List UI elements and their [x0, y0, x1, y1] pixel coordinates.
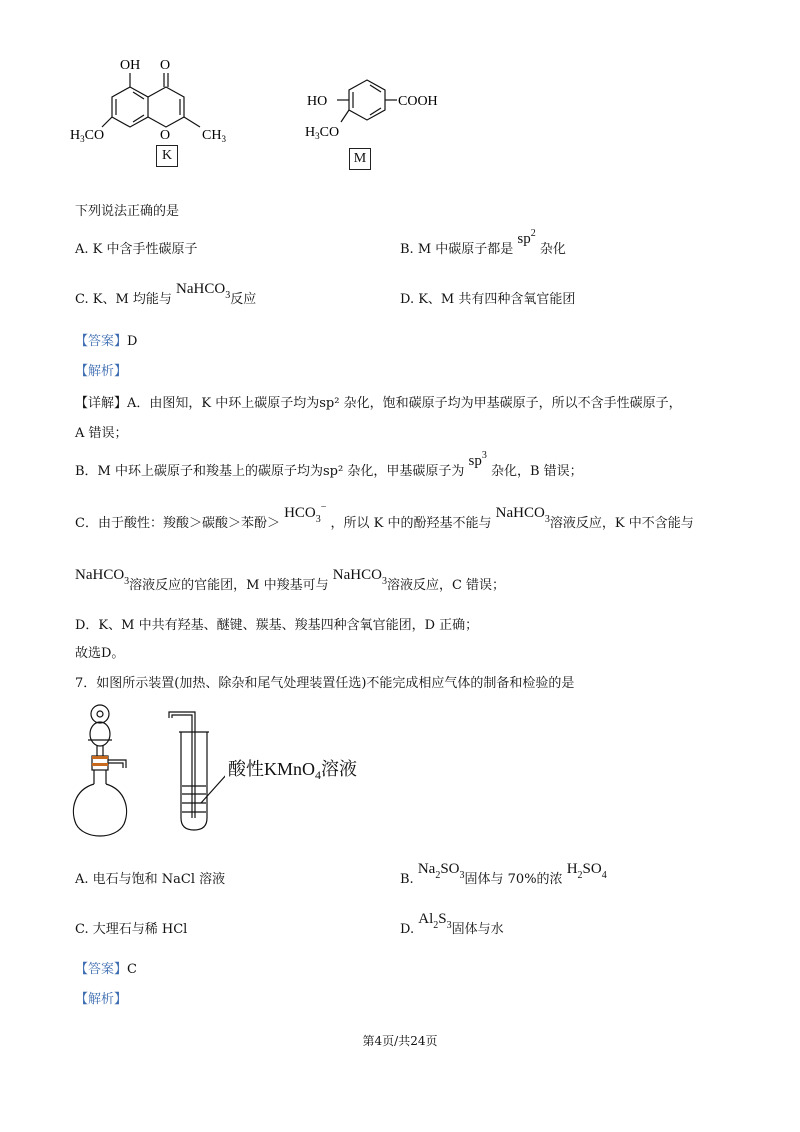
q6-option-a: A. K 中含手性碳原子: [75, 242, 198, 257]
q7-option-a: A. 电石与饱和 NaCl 溶液: [75, 872, 226, 887]
q6-detail-line4: C．由于酸性：羧酸＞碳酸＞苯酚＞ $HCO_3^-$ ，所以 K 中的酚羟基不能与 NaHCO$_3$溶液反应，K 中不含能与: [75, 502, 694, 531]
k-methoxy-label: $H_3CO$: [70, 128, 105, 144]
q6-detail-line7: 故选D。: [75, 646, 125, 661]
k-ketone-o-label: O: [160, 58, 171, 73]
q7-stem: 7．如图所示装置(加热、除杂和尾气处理装置任选)不能完成相应气体的制备和检验的是: [75, 676, 575, 691]
gas-generator-apparatus: [70, 700, 160, 845]
q6-analysis-tag: 【解析】: [75, 364, 128, 379]
q6-option-c: C. K、M 均能与 NaHCO$_3$反应: [75, 281, 257, 307]
q7-answer: 【答案】C: [75, 962, 137, 977]
page-footer: 第4页/共24页: [362, 1034, 438, 1048]
test-tube-apparatus: [165, 708, 225, 838]
q6-detail-line1: 【详解】A．由图知，K 中环上碳原子均为sp² 杂化，饱和碳原子均为甲基碳原子，所以不含手性碳原子，: [75, 396, 682, 411]
q7-option-b: B. $Na_2SO_3$固体与 70%的浓 $H_2SO_4$: [400, 861, 607, 887]
m-ho-label: HO: [307, 94, 328, 109]
q7-option-d: D. $Al_2S_3$固体与水: [400, 911, 504, 937]
structure-m-diagram: [295, 70, 465, 150]
q6-stem: 下列说法正确的是: [75, 204, 180, 219]
m-cooh-label: COOH: [398, 94, 438, 109]
m-methoxy-label: $H_3CO$: [305, 125, 340, 141]
q6-detail-line2: A 错误；: [75, 426, 128, 441]
q6-detail-line3: B．M 中环上碳原子和羧基上的碳原子均为sp² 杂化，甲基碳原子为 $sp^3$ 杂化，B 错误；: [75, 450, 583, 479]
m-label-box: M: [349, 148, 371, 170]
q6-option-d: D. K、M 共有四种含氧官能团: [400, 292, 576, 307]
q7-analysis-tag: 【解析】: [75, 992, 128, 1007]
q6-detail-line6: D．K、M 中共有羟基、醚键、羰基、羧基四种含氧官能团，D 正确；: [75, 618, 479, 633]
k-methyl-label: $CH_3$: [202, 128, 226, 144]
q7-option-c: C. 大理石与稀 HCl: [75, 922, 188, 937]
structure-k-diagram: [60, 55, 260, 155]
q6-detail-line5: NaHCO$_3$溶液反应的官能团，M 中羧基可与 NaHCO$_3$溶液反应，C 错误；: [75, 567, 506, 593]
k-ring-o-label: O: [160, 128, 171, 143]
q6-option-b: B. M 中碳原子都是 $sp^2$ 杂化: [400, 228, 566, 257]
k-label-box: K: [156, 145, 178, 167]
k-oh-label: OH: [120, 58, 141, 73]
q6-answer: 【答案】D: [75, 334, 138, 349]
kmno4-solution-label: 酸性KMnO$_4$溶液: [228, 759, 358, 782]
